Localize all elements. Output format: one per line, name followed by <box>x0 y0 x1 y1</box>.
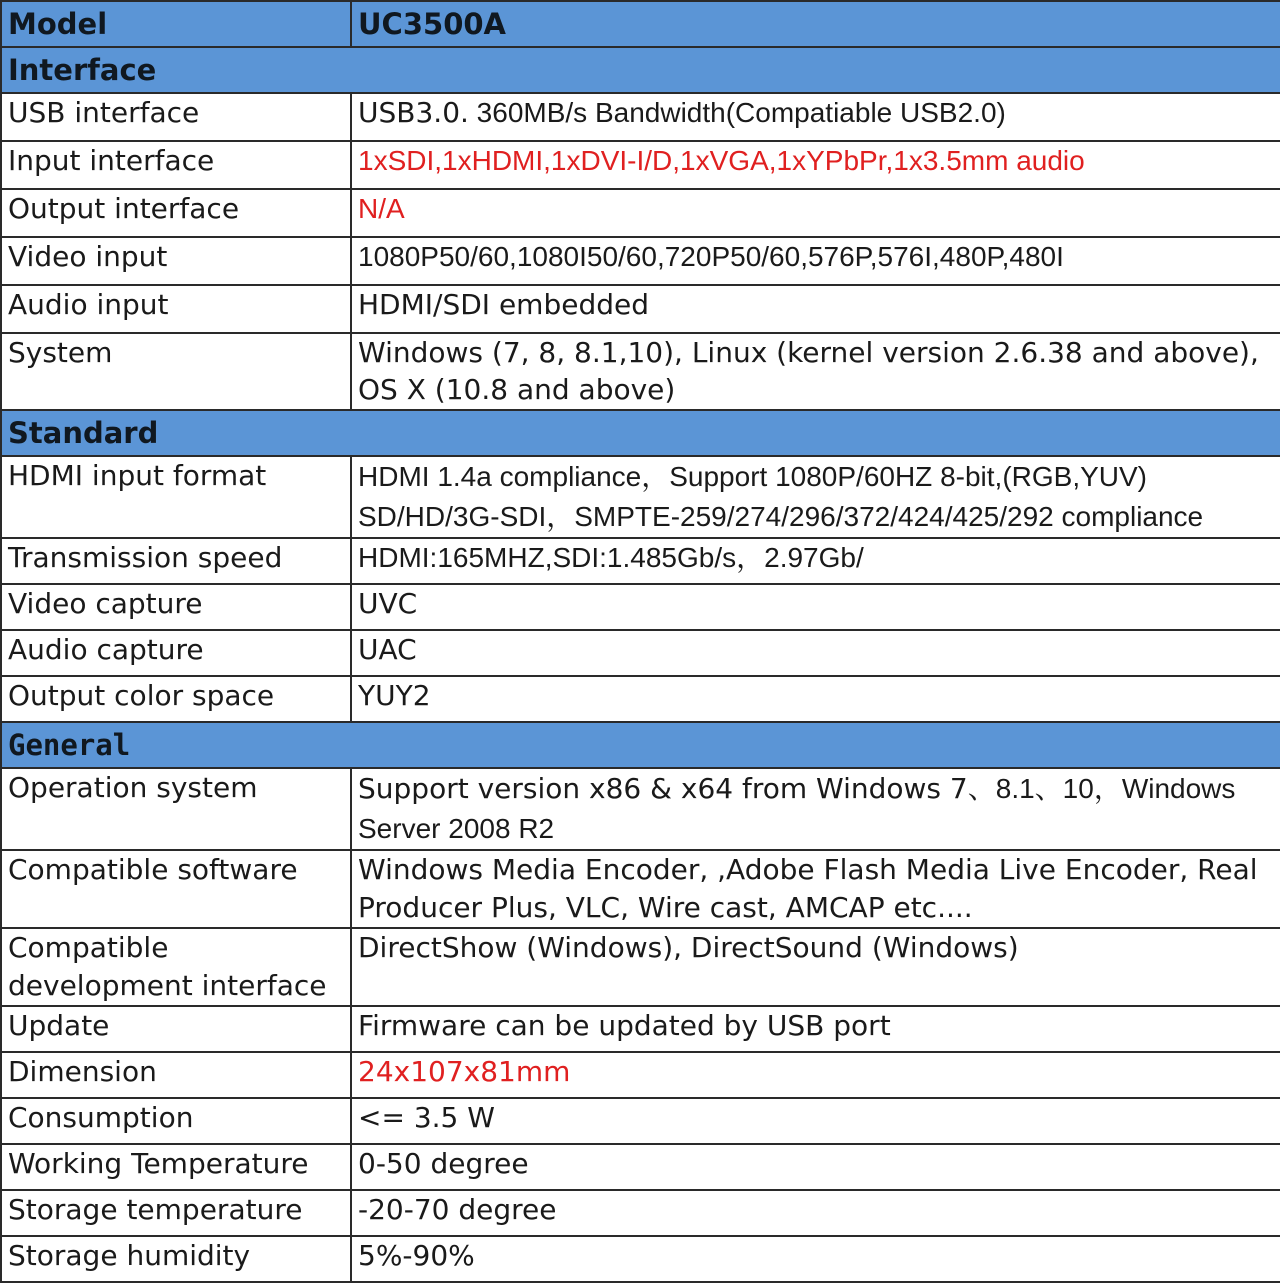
section-standard <box>1 410 1280 456</box>
row-label: Consumption <box>1 1098 351 1144</box>
table-row <box>1 676 1280 722</box>
row-value: 0-50 degree <box>351 1144 1280 1190</box>
table-row <box>1 285 1280 333</box>
row-label: Audio capture <box>1 630 351 676</box>
table-row <box>1 237 1280 285</box>
table-row <box>1 141 1280 189</box>
table-row <box>1 928 1280 1006</box>
row-label: Video input <box>1 237 351 285</box>
table-row <box>1 1052 1280 1098</box>
row-label: USB interface <box>1 93 351 141</box>
row-value: HDMI/SDI embedded <box>351 285 1280 333</box>
row-value: 1xSDI,1xHDMI,1xDVI-I/D,1xVGA,1xYPbPr,1x3.5mm audio <box>351 141 1280 189</box>
row-value: DirectShow (Windows), DirectSound (Windows) <box>351 928 1280 1006</box>
os-value-main: Support version x86 & x64 from Windows 7、 <box>358 772 996 805</box>
table-row <box>1 768 1280 850</box>
row-value: 24x107x81mm <box>351 1052 1280 1098</box>
table-row <box>1 333 1280 410</box>
section-title: General <box>1 722 1280 768</box>
row-label: Compatible development interface <box>1 928 351 1006</box>
table-row <box>1 456 1280 538</box>
row-label: Output color space <box>1 676 351 722</box>
table-row <box>1 93 1280 141</box>
row-value: <= 3.5 W <box>351 1098 1280 1144</box>
row-value: 1080P50/60,1080I50/60,720P50/60,576P,576I,480P,480I <box>351 237 1280 285</box>
table-row <box>1 1098 1280 1144</box>
row-label: Compatible software <box>1 850 351 928</box>
row-value: Windows (7, 8, 8.1,10), Linux (kernel version 2.6.38 and above), OS X (10.8 and above) <box>351 333 1280 410</box>
row-label: Dimension <box>1 1052 351 1098</box>
table-row <box>1 1006 1280 1052</box>
hdmi-format-line-1: HDMI 1.4a compliance，Support 1080P/60HZ 8-bit,(RGB,YUV) <box>358 461 1147 492</box>
section-title: Standard <box>1 410 1280 456</box>
row-value <box>351 768 1280 850</box>
row-label: Transmission speed <box>1 538 351 584</box>
row-value: UVC <box>351 584 1280 630</box>
table-row <box>1 850 1280 928</box>
section-general <box>1 722 1280 768</box>
row-label: Update <box>1 1006 351 1052</box>
row-value: 5%-90% <box>351 1236 1280 1282</box>
usb-value-detail: 360MB/s Bandwidth(Compatiable USB2.0) <box>468 97 1006 128</box>
table-row <box>1 189 1280 237</box>
model-row <box>1 1 1280 47</box>
row-label: System <box>1 333 351 410</box>
row-label: HDMI input format <box>1 456 351 538</box>
table-row <box>1 630 1280 676</box>
row-value: N/A <box>351 189 1280 237</box>
table-row <box>1 584 1280 630</box>
model-value: UC3500A <box>351 1 1280 47</box>
row-value: YUY2 <box>351 676 1280 722</box>
table-row <box>1 1236 1280 1282</box>
row-value: Firmware can be updated by USB port <box>351 1006 1280 1052</box>
row-label: Video capture <box>1 584 351 630</box>
row-value: UAC <box>351 630 1280 676</box>
row-value: HDMI:165MHZ,SDI:1.485Gb/s，2.97Gb/ <box>351 538 1280 584</box>
usb-value-main: USB3.0. <box>358 96 469 129</box>
row-label: Storage temperature <box>1 1190 351 1236</box>
model-label: Model <box>1 1 351 47</box>
row-label: Input interface <box>1 141 351 189</box>
row-value <box>351 456 1280 538</box>
table-row <box>1 538 1280 584</box>
row-label: Operation system <box>1 768 351 850</box>
row-value: Windows Media Encoder, ,Adobe Flash Media Live Encoder, Real Producer Plus, VLC, Wire cast, AMCAP etc.... <box>351 850 1280 928</box>
row-label: Storage humidity <box>1 1236 351 1282</box>
table-row <box>1 1144 1280 1190</box>
row-label: Working Temperature <box>1 1144 351 1190</box>
table-row <box>1 1190 1280 1236</box>
row-label: Audio input <box>1 285 351 333</box>
hdmi-format-line-2: SD/HD/3G-SDI，SMPTE-259/274/296/372/424/425/292 compliance <box>358 501 1204 532</box>
section-title: Interface <box>1 47 1280 93</box>
row-label: Output interface <box>1 189 351 237</box>
os-value-detail: 8.1、10，Windows Server 2008 R2 <box>358 773 1236 844</box>
row-value: -20-70 degree <box>351 1190 1280 1236</box>
section-interface <box>1 47 1280 93</box>
row-value <box>351 93 1280 141</box>
